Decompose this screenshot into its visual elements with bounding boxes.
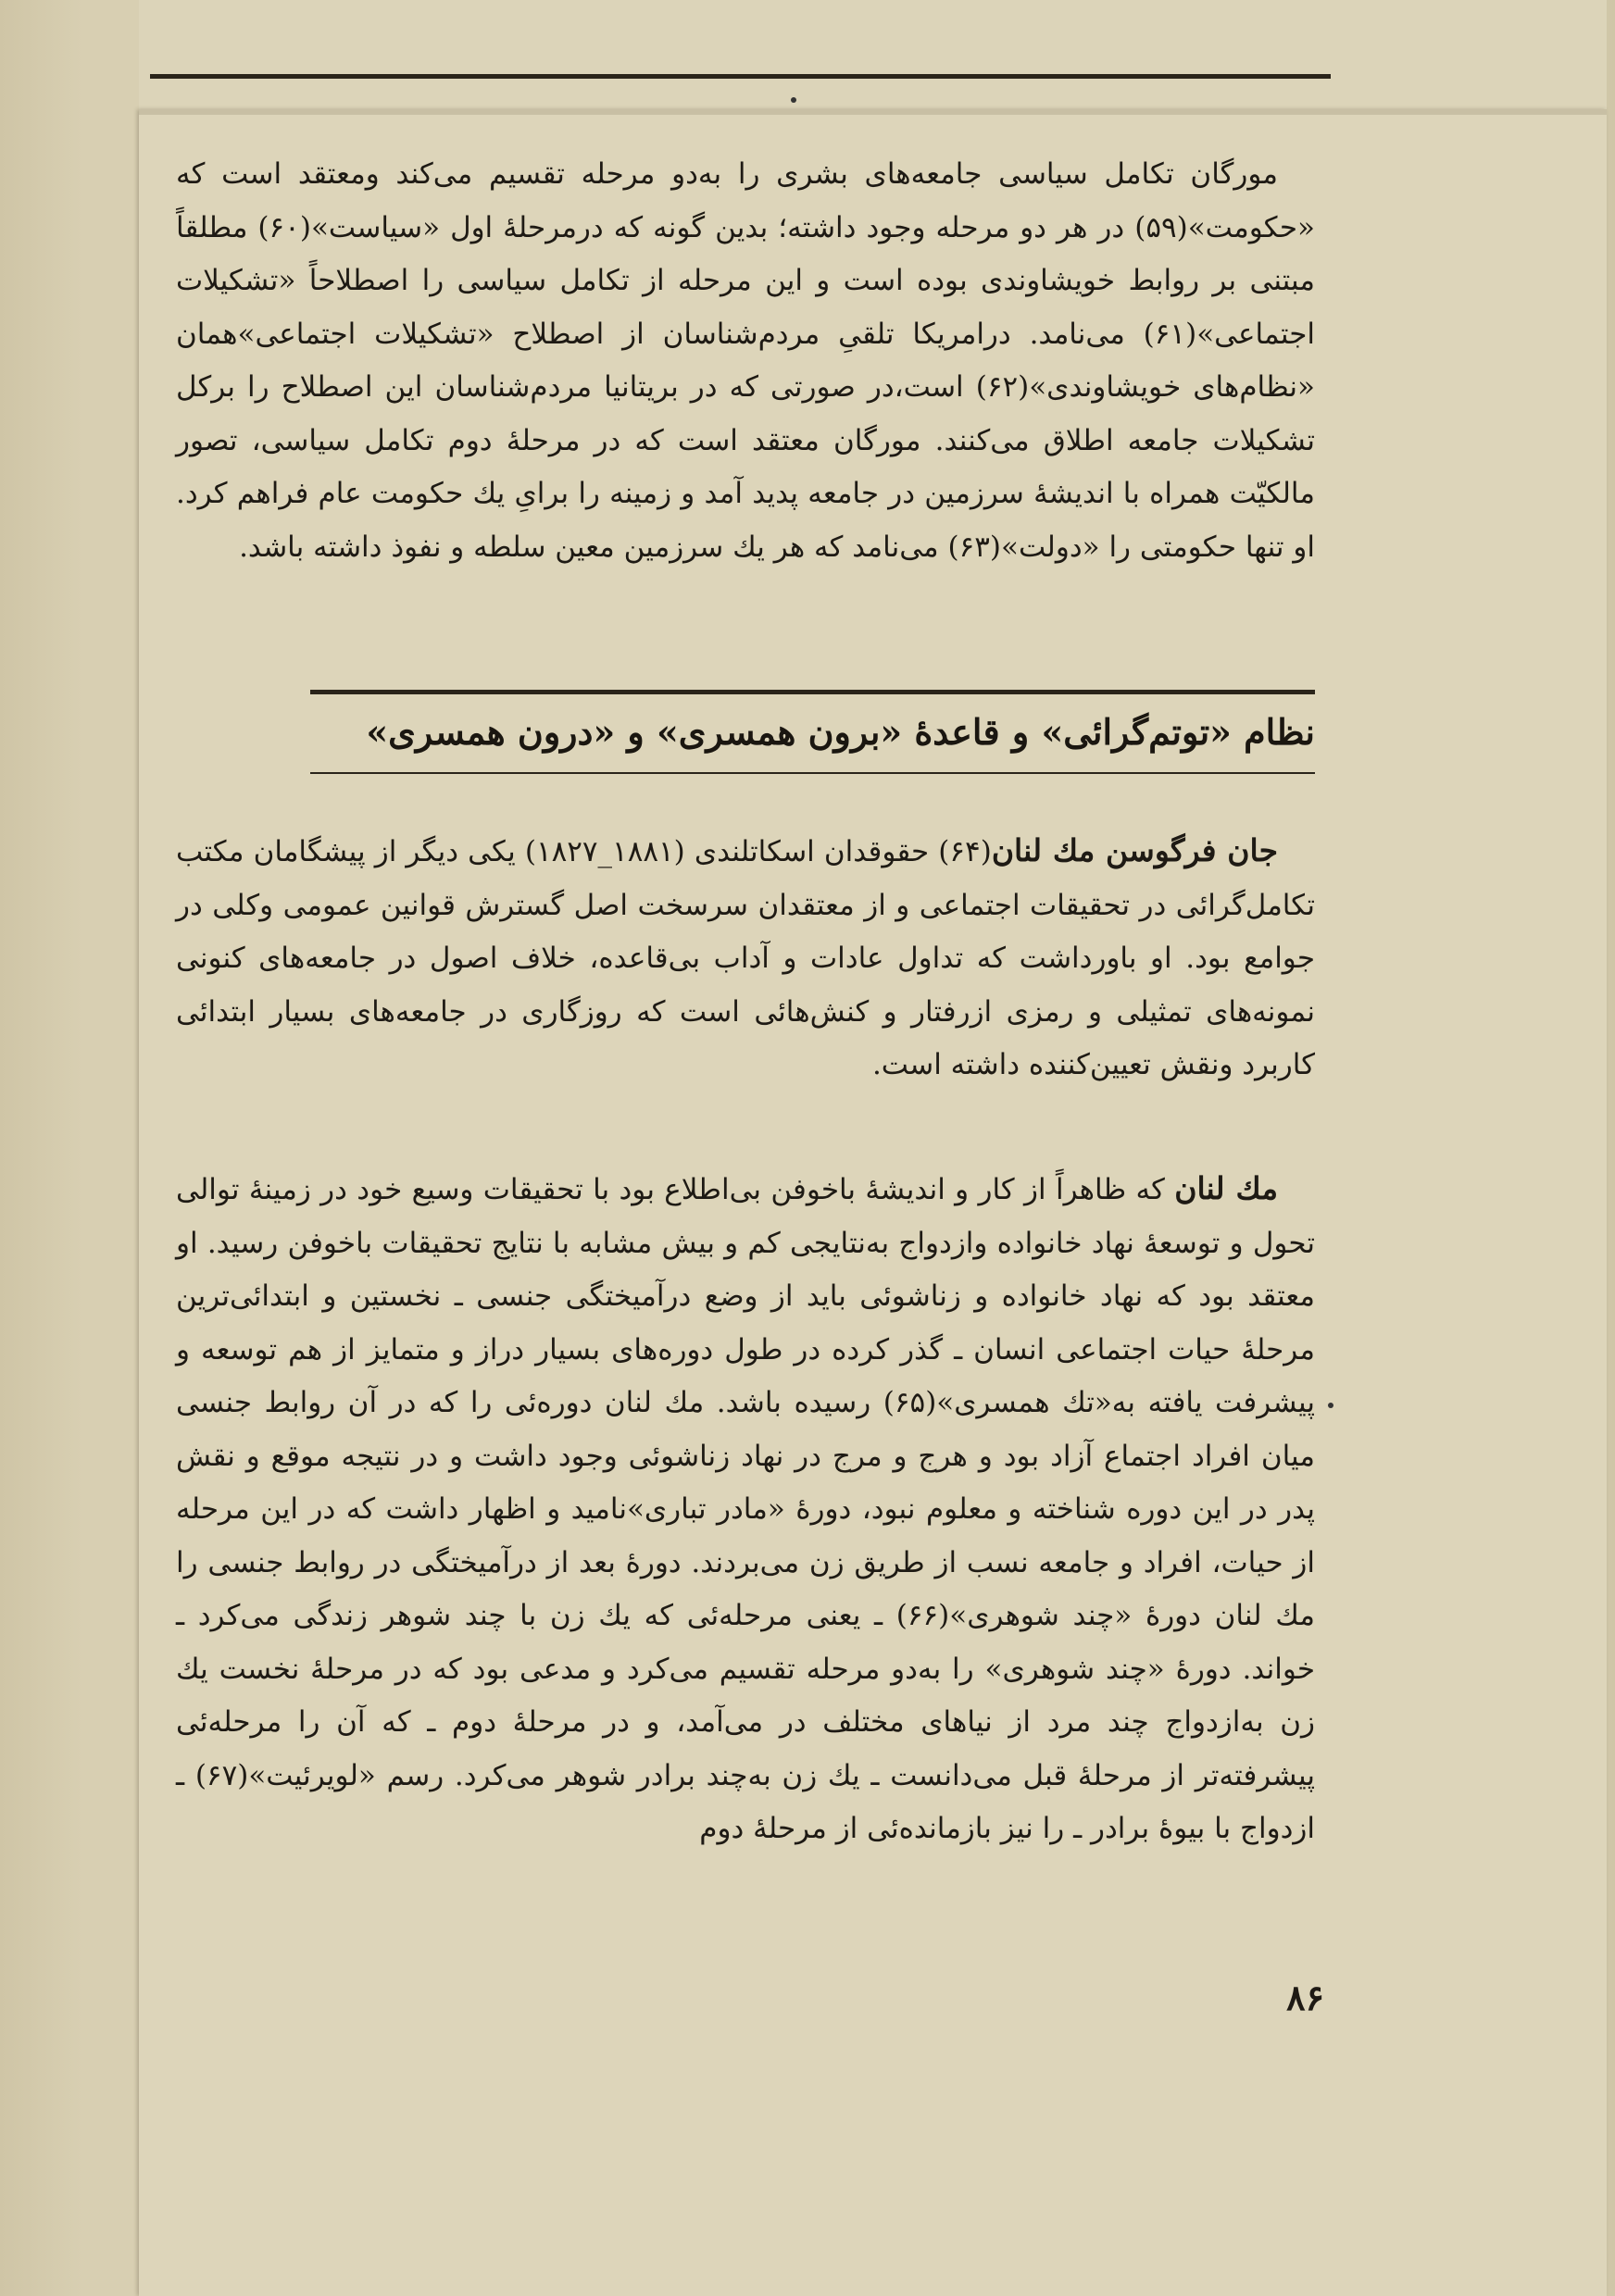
page-number: ۸۶: [1286, 1977, 1324, 2018]
paragraph-2-text: (۶۴) حقوقدان اسکاتلندی (۱۸۸۱_۱۸۲۷) یکی دیگر از پیشگامان مکتب تکامل‌گرائی در تحقیقات اجتماعی و از معتقدان سرسخت اصل گسترش قوانین عمومی وکلی در جوامع بود. او باورداشت که تداول عادات و آداب بی‌قاعده، خلاف اصول در جامعه‌های کنونی نمونه‌های تمثیلی و رمزی ازرفتار و کنش‌هائی است که روزگاری در جامعه‌های بسیار ابتدائی کاربرد ونقش تعیین‌کننده داشته است.: [176, 835, 1315, 1081]
paragraph-1-text: مورگان تکامل سیاسی جامعه‌های بشری را به‌دو مرحله تقسیم می‌کند ومعتقد است که «حکومت»(۵۹) در هر دو مرحله وجود داشته؛ بدین گونه که درمرحلهٔ اول «سیاست»(۶۰) مطلقاً مبتنی بر روابط خویشاوندی بوده است و این مرحله از تکامل سیاسی را اصطلاحاً «تشکیلات اجتماعی»(۶۱) می‌نامد. درامریکا تلقیِ مردم‌شناسان از اصطلاح «تشکیلات اجتماعی»همان «نظام‌های خویشاوندی»(۶۲) است،در صورتی که در بریتانیا مردم‌شناسان این اصطلاح را برکل تشکیلات جامعه اطلاق می‌کنند. مورگان معتقد است که در مرحلهٔ دوم تکامل سیاسی، تصور مالکیّت همراه با اندیشهٔ سرزمین در جامعه پدید آمد و زمینه را برایِ یك حکومت عام فراهم کرد. او تنها حکومتی را «دولت»(۶۳) می‌نامد که هر یك سرزمین معین سلطه و نفوذ داشته باشد.: [176, 157, 1315, 564]
previous-page-strip: [139, 0, 1607, 125]
margin-dot: [1328, 1403, 1333, 1408]
heading-rule-bottom: [310, 772, 1315, 774]
paragraph-3-text: که ظاهراً از کار و اندیشهٔ باخوفن بی‌اطلاع بود با تحقیقات وسیع خود در زمینهٔ توالی تحول و توسعهٔ نهاد خانواده وازدواج به‌نتایجی کم و بیش مشابه با نتایج تحقیقات باخوفن رسید. او معتقد بود که نهاد خانواده و زناشوئی باید از وضع درآمیختگی جنسی ـ نخستین و ابتدائی‌ترین مرحلهٔ حیات اجتماعی انسان ـ گذر کرده در طول دوره‌های بسیار دراز و متمایز از هم توسعه و پیشرفت یافته به«تك همسری»(۶۵) رسیده باشد. مك لنان دوره‌ئی را که در آن روابط جنسی میان افراد اجتماع آزاد بود و هرج و مرج در نهاد زناشوئی وجود داشت و در نتیجه موقع و نقش پدر در این دوره شناخته و معلوم نبود، دورهٔ «مادر تباری»نامید و اظهار داشت که در این مرحله از حیات، افراد و جامعه نسب از طریق زن می‌بردند. دورهٔ بعد از درآمیختگی در روابط جنسی را مك لنان دورهٔ «چند شوهری»(۶۶) ـ یعنی مرحله‌ئی که یك زن با چند شوهر زندگی می‌کرد ـ خواند. دورهٔ «چند شوهری» را به‌دو مرحله تقسیم می‌کرد و مدعی بود که در مرحلهٔ نخست یك زن به‌ازدواج چند مرد از نیاهای مختلف در می‌آمد، و در مرحلهٔ دوم ـ که آن را مرحله‌ئی پیشرفته‌تر از مرحلهٔ قبل می‌دانست ـ یك زن به‌چند برادر شوهر می‌کرد. رسم «لویرئیت»(۶۷) ـ ازدواج با بیوهٔ برادر ـ را نیز بازمانده‌ئی از مرحلهٔ دوم: [176, 1173, 1316, 1845]
top-rule: [150, 74, 1331, 79]
ink-dot: [791, 97, 796, 103]
heading-rule-top: [310, 690, 1315, 694]
paragraph-2-lead: جان فرگوسن مك لنان: [991, 832, 1278, 868]
section-heading: نظام «توتم‌گرائی» و قاعدهٔ «برون همسری» و «درون همسری»: [366, 711, 1315, 753]
paragraph-3: [176, 1162, 1315, 1856]
paragraph-2: [176, 824, 1315, 1092]
paragraph-1: [176, 148, 1315, 574]
paragraph-3-lead: مك لنان: [1174, 1170, 1278, 1206]
